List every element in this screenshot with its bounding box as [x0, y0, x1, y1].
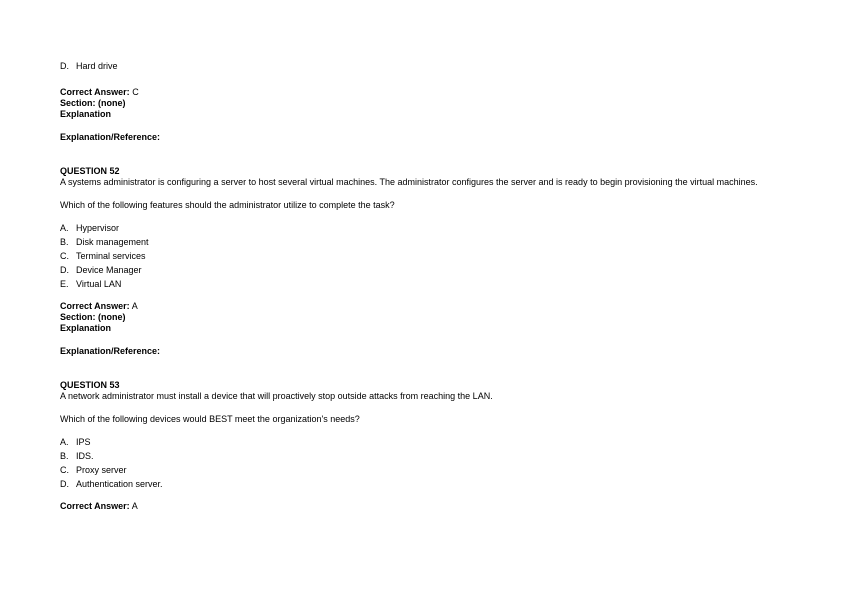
question-53-body: A network administrator must install a device that will proactively stop outside attacks from reaching the LAN.: [60, 391, 493, 401]
correct-answer-label: Correct Answer:: [60, 87, 130, 97]
correct-answer-value: C: [132, 87, 139, 97]
question-52-option-c: C. Terminal services: [60, 251, 146, 261]
question-52-option-b: B. Disk management: [60, 237, 149, 247]
option-text: Hard drive: [76, 61, 118, 71]
question-52-body: A systems administrator is configuring a server to host several virtual machines. The administrator configures the server and is ready to begin provisioning the virtual machines.: [60, 177, 758, 187]
question-53-prompt: Which of the following devices would BEST meet the organization's needs?: [60, 414, 360, 424]
question-52-option-a: A. Hypervisor: [60, 223, 120, 233]
prev-explanation: Explanation: [60, 109, 112, 119]
prev-option-d: [60, 61, 780, 75]
question-52-explanation-reference: Explanation/Reference:: [60, 346, 161, 356]
question-53-option-b: B. IDS.: [60, 451, 94, 461]
question-52-explanation: Explanation: [60, 323, 112, 333]
question-52-option-e: E. Virtual LAN: [60, 279, 122, 289]
question-53-correct-answer: Correct Answer: A: [60, 501, 138, 511]
question-52-title: QUESTION 52: [60, 166, 120, 176]
question-52-prompt: Which of the following features should the administrator utilize to complete the task?: [60, 200, 395, 210]
prev-explanation-reference: Explanation/Reference:: [60, 132, 161, 142]
question-52-correct-answer: Correct Answer: A: [60, 301, 138, 311]
prev-correct-answer: [60, 87, 780, 98]
document-page: [60, 61, 780, 512]
option-letter: D.: [60, 61, 69, 71]
prev-section: Section: (none): [60, 98, 126, 108]
question-52-section: Section: (none): [60, 312, 126, 322]
question-53-option-d: D. Authentication server.: [60, 479, 163, 489]
question-52-option-d: D. Device Manager: [60, 265, 142, 275]
question-53-option-a: A. IPS: [60, 437, 91, 447]
question-53-option-c: C. Proxy server: [60, 465, 127, 475]
question-53-title: QUESTION 53: [60, 380, 120, 390]
